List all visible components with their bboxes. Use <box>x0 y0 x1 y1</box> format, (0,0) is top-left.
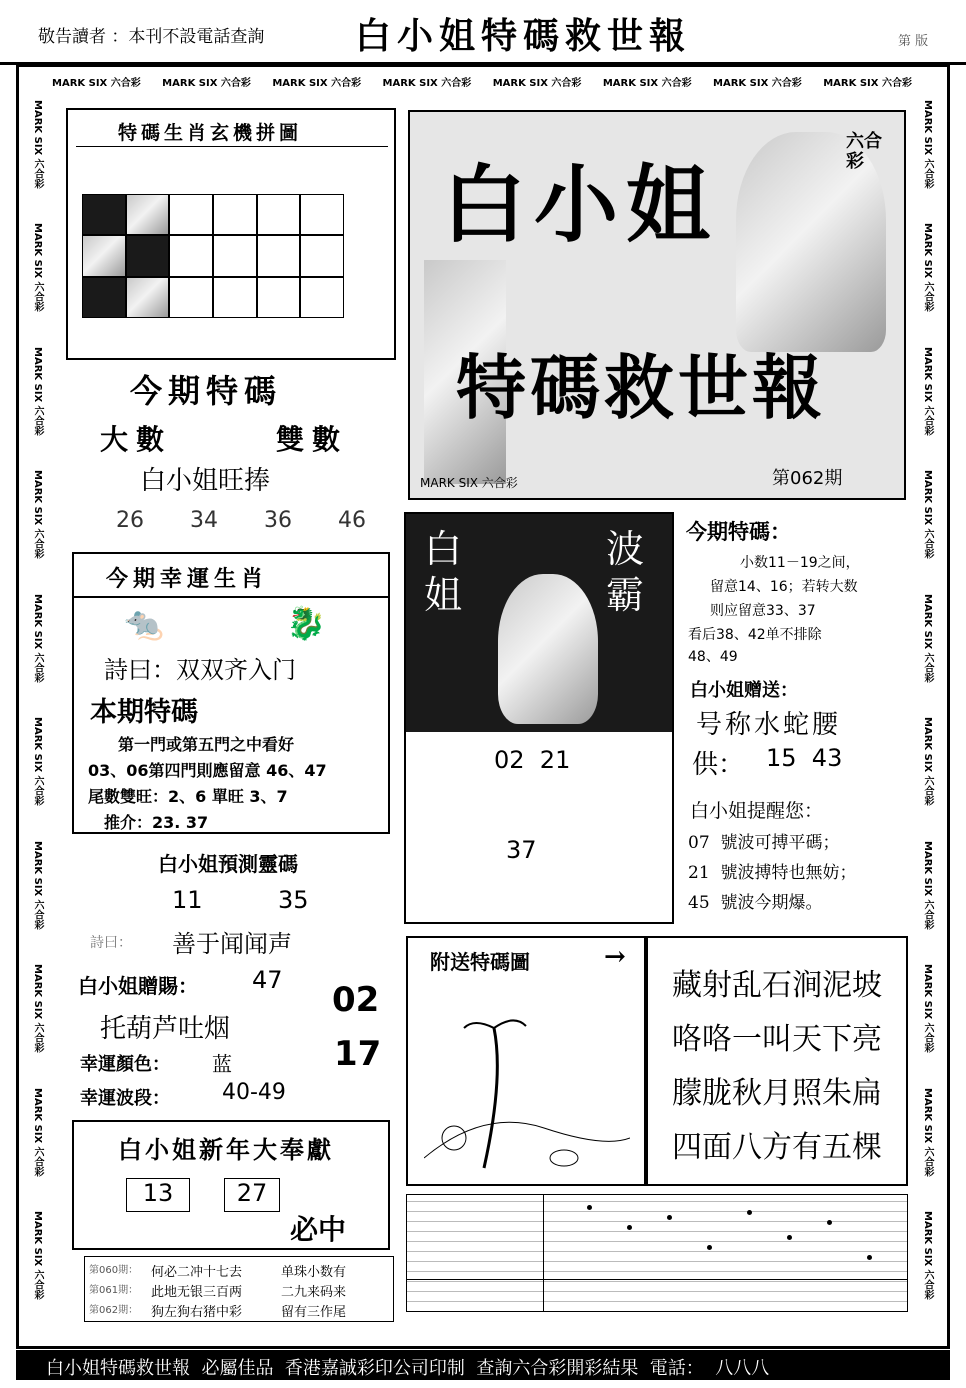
strip-label: MARK SIX 六合彩 <box>32 346 43 436</box>
masthead-name: 白小姐 <box>442 155 719 254</box>
history-issue: 第060期： <box>89 1265 139 1276</box>
history-row <box>89 1281 389 1300</box>
masthead-subtitle: 特碼救世報 <box>456 346 826 429</box>
history-b: 二九来码来 <box>281 1285 347 1300</box>
lucky-line3: 尾數雙旺：2、6 單旺 3、7 <box>88 787 288 806</box>
strip-label: MARK SIX 六合彩 <box>32 840 43 930</box>
strip-label: MARK SIX 六合彩 <box>823 78 912 89</box>
history-b: 留有三作尾 <box>281 1305 347 1320</box>
history-row <box>89 1261 389 1280</box>
strip-label: MARK SIX 六合彩 <box>922 717 933 807</box>
masthead-issue: 第062期 <box>772 468 843 489</box>
prediction-poem-label: 詩曰： <box>90 935 132 951</box>
poem-line: 咯咯一叫天下亮 <box>672 1022 882 1057</box>
header-title: 白小姐特碼救世報 <box>355 15 692 57</box>
history-row <box>89 1301 389 1320</box>
special-number: 26 <box>116 508 144 533</box>
special-pic-box <box>406 936 646 1186</box>
new-year-number: 27 <box>224 1178 280 1212</box>
header-corner: 第 版 <box>898 34 929 49</box>
footer-text: 白小姐特碼救世報 必屬佳品 香港嘉誠彩印公司印制 查詢六合彩開彩結果 電話： 八八八 <box>46 1358 770 1379</box>
gifts <box>66 962 396 1112</box>
strip-label: MARK SIX 六合彩 <box>32 1087 43 1177</box>
lucky-color: 蓝 <box>212 1052 232 1076</box>
lucky-poem: 詩曰：双双齐入门 <box>104 656 296 684</box>
header <box>0 0 966 65</box>
special-number: 34 <box>190 508 218 533</box>
strip-label: MARK SIX 六合彩 <box>922 1087 933 1177</box>
strip-label: MARK SIX 六合彩 <box>52 78 141 89</box>
masthead <box>408 110 906 500</box>
strip-label: MARK SIX 六合彩 <box>922 346 933 436</box>
history-box <box>84 1256 394 1322</box>
dragon-icon: 🐉 <box>286 604 326 642</box>
lucky-line2: 03、06第四門則應留意 46、47 <box>88 761 327 780</box>
new-year-must: 必中 <box>290 1213 347 1246</box>
reminder-title: 白小姐提醒您： <box>690 800 824 822</box>
masthead-badge: 六合彩 <box>846 131 882 172</box>
poem-line: 朦胧秋月照朱扁 <box>672 1076 882 1111</box>
current-special-title: 今期特碼 <box>130 372 283 410</box>
strip-label: MARK SIX 六合彩 <box>922 593 933 683</box>
right-special-line3: 则应留意33、37 <box>710 603 816 619</box>
masthead-logo: MARK SIX 六合彩 <box>420 476 518 490</box>
strip-label: MARK SIX 六合彩 <box>162 78 251 89</box>
footer-bar <box>16 1350 950 1380</box>
poem-line: 藏射乱石涧泥坡 <box>672 968 882 1003</box>
strip-label: MARK SIX 六合彩 <box>922 840 933 930</box>
right-special-line5: 48、49 <box>688 649 738 665</box>
even-number-label: 雙數 <box>276 423 349 456</box>
history-a: 何必二冲十七去 <box>151 1265 243 1280</box>
gift-big1: 02 <box>332 980 380 1020</box>
landscape-drawing <box>424 988 630 1178</box>
strip-label: MARK SIX 六合彩 <box>492 78 582 89</box>
strip-label: MARK SIX 六合彩 <box>922 100 933 189</box>
lucky-line1: 第一門或第五門之中看好 <box>118 735 295 754</box>
gift-supply: 15 43 <box>766 744 843 772</box>
right-special-line4: 看后38、42单不排除 <box>688 627 822 643</box>
strip-label: MARK SIX 六合彩 <box>32 717 43 807</box>
gift-phrase-right: 号称水蛇腰 <box>696 710 842 740</box>
reminder <box>680 796 908 928</box>
reminder-item: 21 號波搏特也無妨； <box>688 863 857 883</box>
poem-box <box>646 936 908 1186</box>
new-year-number: 13 <box>126 1178 190 1212</box>
reminder-item: 45 號波今期爆。 <box>688 893 823 913</box>
right-special-title: 今期特碼： <box>686 519 791 544</box>
top-strip <box>52 74 912 89</box>
history-a: 此地无银三百两 <box>151 1285 243 1300</box>
strip-label: MARK SIX 六合彩 <box>922 223 933 313</box>
puzzle-grid-cells <box>82 194 344 318</box>
big-number-label: 大數 <box>100 423 173 456</box>
strip-label: MARK SIX 六合彩 <box>32 964 43 1054</box>
header-notice: 敬告讀者 ：本刊不設電話查詢 <box>38 27 265 47</box>
lucky-range-label: 幸運波段： <box>80 1088 170 1109</box>
lucky-line4: 推介：23. 37 <box>104 813 209 832</box>
right-special <box>680 512 908 792</box>
special-number: 36 <box>264 508 292 533</box>
strip-label: MARK SIX 六合彩 <box>32 470 43 560</box>
lucky-special-title: 本期特碼 <box>90 697 198 728</box>
history-issue: 第061期： <box>89 1285 139 1296</box>
rat-icon: 🐀 <box>124 604 164 642</box>
gift-label: 白小姐贈賜： <box>78 974 198 998</box>
right-special-line1: 小数11－19之间， <box>740 555 860 571</box>
arrow-right-icon: → <box>604 942 626 972</box>
lucky-range: 40-49 <box>222 1080 286 1105</box>
results-table <box>406 1194 908 1312</box>
poem-line: 四面八方有五棵 <box>672 1130 882 1165</box>
reminder-item: 07 號波可搏平碼； <box>688 833 840 853</box>
prediction-title: 白小姐預測靈碼 <box>158 852 298 876</box>
special-pic-title: 附送特碼圖 <box>430 950 530 974</box>
strip-label: MARK SIX 六合彩 <box>382 78 472 89</box>
current-special-subtitle: 白小姐旺捧 <box>140 466 271 496</box>
prediction <box>66 840 396 960</box>
strip-label: MARK SIX 六合彩 <box>922 1211 933 1300</box>
gift-supply-label: 供： <box>692 750 745 780</box>
lucky-color-label: 幸運顏色： <box>80 1054 170 1075</box>
special-number: 46 <box>338 508 366 533</box>
strip-label: MARK SIX 六合彩 <box>272 78 362 89</box>
prediction-poem: 善于闻闻声 <box>172 930 292 958</box>
puzzle-title: 特碼生肖玄機拼圖 <box>118 122 303 144</box>
strip-label: MARK SIX 六合彩 <box>32 100 43 189</box>
photo-panel-left: 白姐 <box>424 527 463 617</box>
photo-panel-numbers: 02 21 <box>494 746 571 774</box>
right-special-line2: 留意14、16；若转大数 <box>710 579 858 595</box>
strip-label: MARK SIX 六合彩 <box>32 1211 43 1300</box>
strip-label: MARK SIX 六合彩 <box>922 964 933 1054</box>
gift-phrase: 托葫芦吐烟 <box>100 1014 231 1044</box>
prediction-number: 35 <box>278 886 309 914</box>
history-b: 单珠小数有 <box>281 1265 347 1280</box>
photo-panel-portrait <box>498 574 598 724</box>
new-year-box <box>72 1120 390 1250</box>
gift-big2: 17 <box>334 1034 382 1074</box>
history-a: 狗左狗右猪中彩 <box>151 1305 243 1320</box>
left-strip <box>30 100 45 1300</box>
strip-label: MARK SIX 六合彩 <box>32 593 43 683</box>
photo-panel-single: 37 <box>506 836 537 864</box>
gift-title: 白小姐赠送： <box>690 680 798 701</box>
photo-panel <box>404 512 674 924</box>
history-issue: 第062期： <box>89 1305 139 1316</box>
strip-label: MARK SIX 六合彩 <box>602 78 692 89</box>
right-strip <box>920 100 935 1300</box>
lucky-zodiac-title: 今期幸運生肖 <box>106 566 269 592</box>
strip-label: MARK SIX 六合彩 <box>32 223 43 313</box>
new-year-title: 白小姐新年大奉獻 <box>118 1135 334 1164</box>
strip-label: MARK SIX 六合彩 <box>922 470 933 560</box>
current-special <box>66 362 396 548</box>
lucky-zodiac-box <box>72 552 390 834</box>
current-special-numbers <box>116 508 366 533</box>
photo-panel-right: 波霸 <box>606 527 645 617</box>
strip-label: MARK SIX 六合彩 <box>713 78 802 89</box>
gift-value: 47 <box>252 966 283 994</box>
prediction-number: 11 <box>172 886 203 914</box>
